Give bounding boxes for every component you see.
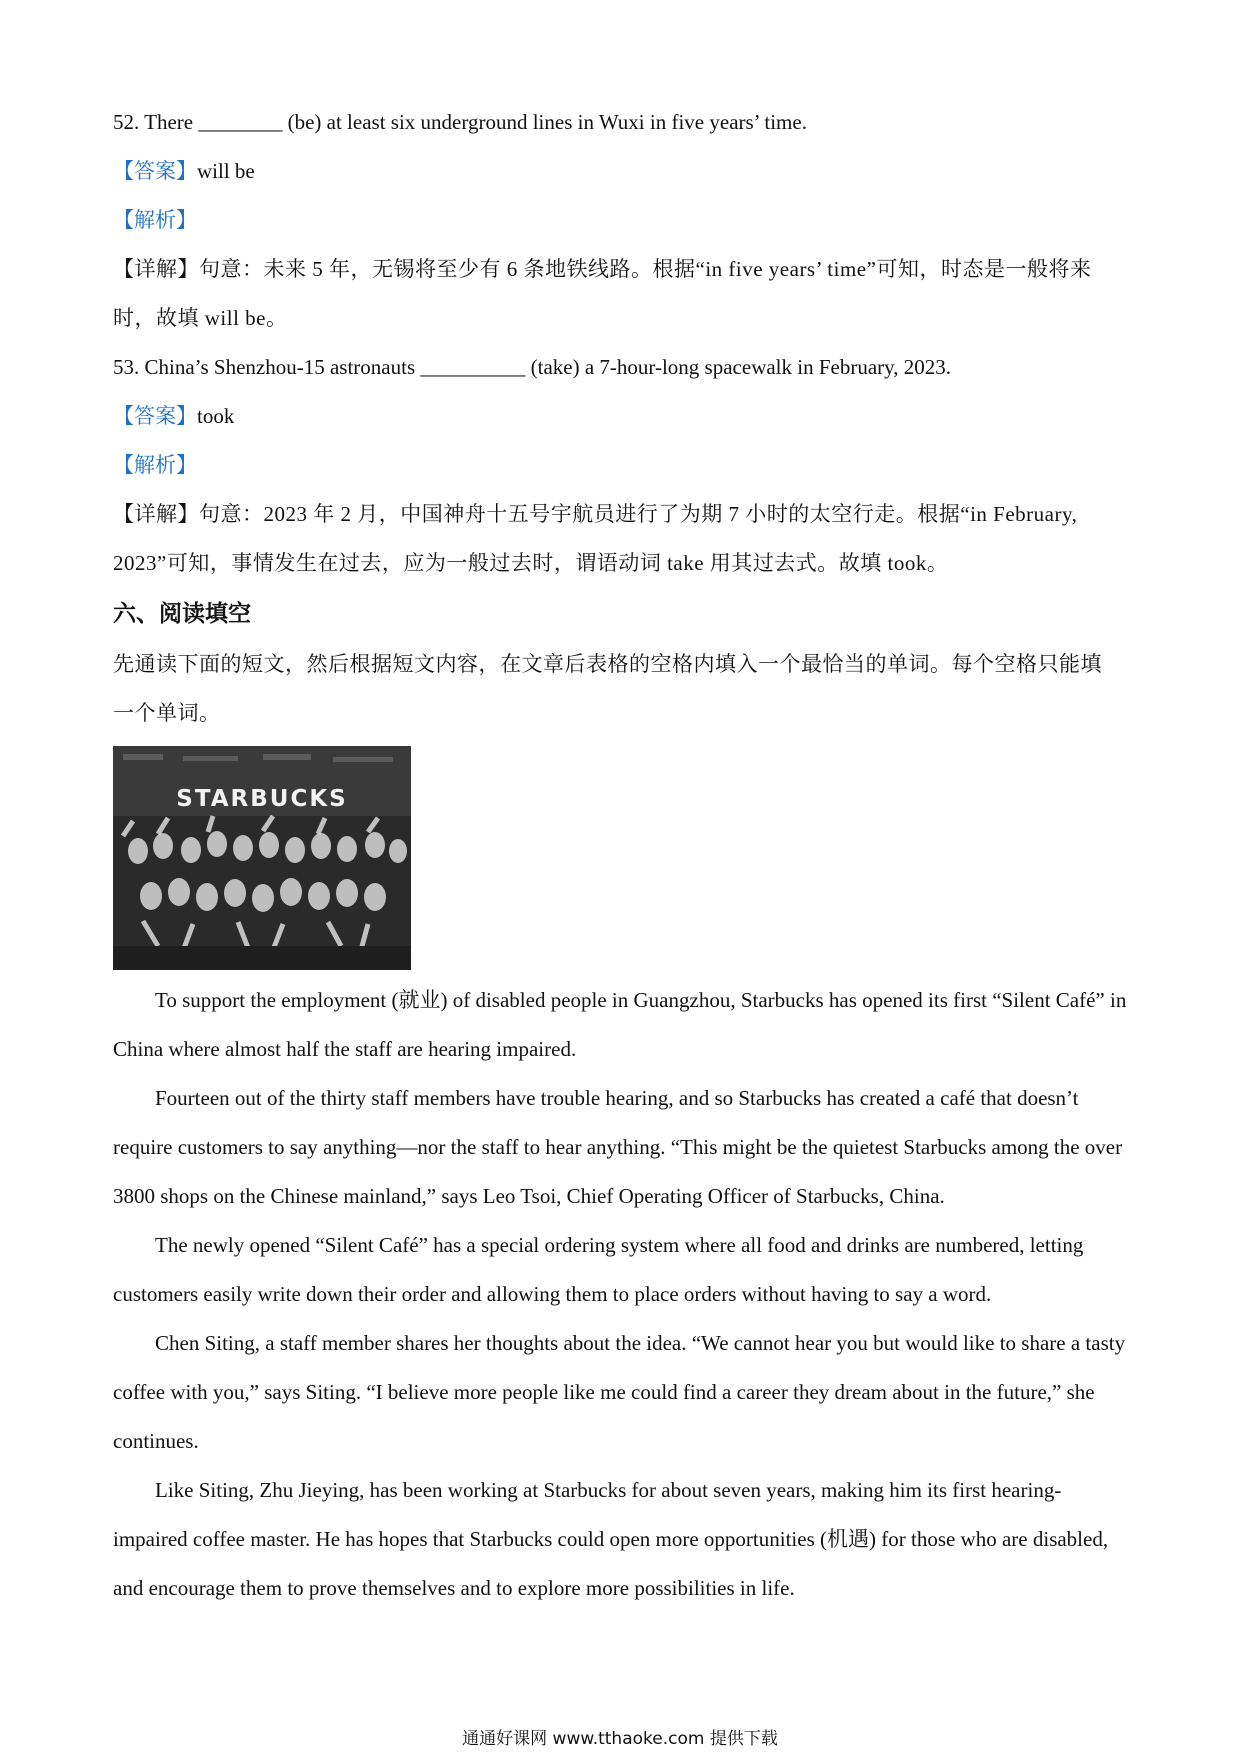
answer-tag: 【答案】 <box>113 404 197 428</box>
detail-tag: 【详解】 <box>113 502 199 526</box>
answer-text: will be <box>197 159 255 183</box>
passage-paragraph-1: To support the employment (就业) of disabled people in Guangzhou, Starbucks has opened its first “Silent Café” in China where almost half the staff are hearing impaired. <box>113 988 1127 1061</box>
detail-text: 句意：未来 5 年，无锡将至少有 6 条地铁线路。根据“in five years’ time”可知，时态是一般将来 <box>199 257 1092 281</box>
question-52: 52. There ________ (be) at least six underground lines in Wuxi in five years’ time. <box>113 110 807 134</box>
section-heading: 六、阅读填空 <box>113 601 251 627</box>
answer-text: took <box>197 404 235 428</box>
photo-caption-text: STARBUCKS <box>176 786 348 812</box>
analysis-tag: 【解析】 <box>113 208 197 232</box>
analysis-52 <box>113 196 1133 245</box>
detail-53-line2: 2023”可知，事情发生在过去，应为一般过去时，谓语动词 take 用其过去式。故填 took。 <box>113 551 949 575</box>
analysis-53 <box>113 441 1133 490</box>
detail-52-line1 <box>113 245 1133 294</box>
photo-illustration <box>113 746 411 970</box>
detail-53-line1 <box>113 490 1133 539</box>
detail-tag: 【详解】 <box>113 257 199 281</box>
starbucks-photo <box>113 746 411 970</box>
answer-53 <box>113 392 1133 441</box>
passage-paragraph-2: Fourteen out of the thirty staff members have trouble hearing, and so Starbucks has created a café that doesn’t require customers to say anything—nor the staff to hear anything. “This might be the quietest Starbucks among the over 3800 shops on the Chinese mainland,” says Leo Tsoi, Chief Operating Officer of Starbucks, China. <box>113 1086 1123 1208</box>
detail-52-line2: 时，故填 will be。 <box>113 306 288 330</box>
document-page <box>113 98 1133 1613</box>
instruction-line2: 一个单词。 <box>113 701 221 725</box>
passage-paragraph-4: Chen Siting, a staff member shares her thoughts about the idea. “We cannot hear you but would like to share a tasty coffee with you,” says Siting. “I believe more people like me could find a career they dream about in the future,” she continues. <box>113 1331 1126 1453</box>
instruction-line1: 先通读下面的短文，然后根据短文内容，在文章后表格的空格内填入一个最恰当的单词。每个空格只能填 <box>113 652 1102 676</box>
answer-tag: 【答案】 <box>113 159 197 183</box>
analysis-tag: 【解析】 <box>113 453 197 477</box>
question-53: 53. China’s Shenzhou-15 astronauts __________ (take) a 7-hour-long spacewalk in February, 2023. <box>113 355 952 379</box>
answer-52 <box>113 147 1133 196</box>
passage-paragraph-3: The newly opened “Silent Café” has a special ordering system where all food and drinks are numbered, letting customers easily write down their order and allowing them to place orders without having to say a word. <box>113 1233 1084 1306</box>
detail-text: 句意：2023 年 2 月，中国神舟十五号宇航员进行了为期 7 小时的太空行走。根据“in February, <box>199 502 1078 526</box>
page-footer: 通通好课网 www.tthaoke.com 提供下载 <box>462 1729 778 1749</box>
passage-paragraph-5: Like Siting, Zhu Jieying, has been working at Starbucks for about seven years, making him its first hearing-impaired coffee master. He has hopes that Starbucks could open more opportunities (机遇) for those who are disabled, and encourage them to prove themselves and to explore more possibilities in life. <box>113 1478 1109 1600</box>
